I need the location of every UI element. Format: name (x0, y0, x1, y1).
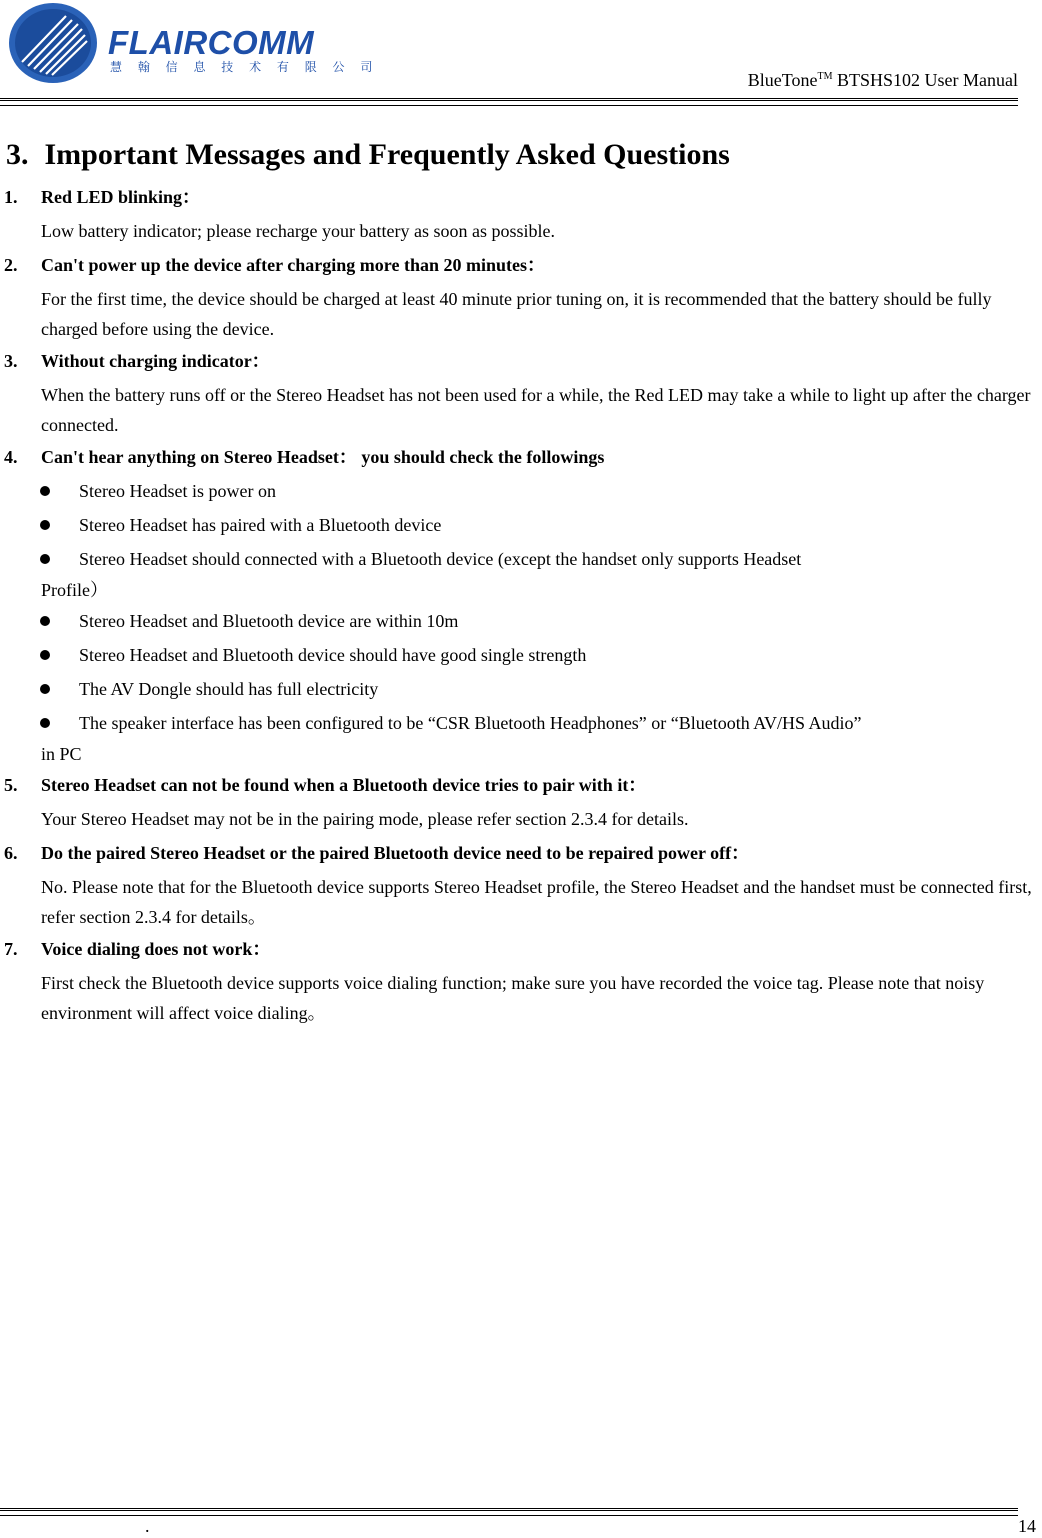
faq-question (0, 248, 1042, 282)
faq-item (0, 180, 1042, 248)
checklist-item (0, 638, 1042, 672)
bullet-icon (40, 616, 50, 626)
faq-item (0, 344, 1042, 440)
checklist-item (0, 672, 1042, 706)
faq-question (0, 180, 1042, 214)
footer-divider-thin (0, 1515, 1018, 1516)
chapter-title: Important Messages and Frequently Asked Questions (44, 138, 730, 171)
header-divider (0, 98, 1018, 101)
company-logo (8, 2, 379, 84)
question-text: Stereo Headset can not be found when a Bluetooth device tries to pair with it： (41, 775, 647, 795)
checklist-text: Stereo Headset has paired with a Bluetooth device (79, 515, 442, 535)
bullet-icon (40, 486, 50, 496)
footer-divider (0, 1508, 1018, 1511)
checklist-item (0, 474, 1042, 508)
faq-item (0, 932, 1042, 1028)
question-number: 4. (4, 447, 18, 467)
bullet-icon (40, 718, 50, 728)
question-text: Voice dialing does not work： (41, 939, 271, 959)
question-number: 5. (4, 775, 18, 795)
trademark: TM (817, 71, 833, 82)
bullet-icon (40, 650, 50, 660)
faq-item (0, 836, 1042, 932)
faq-answer: No. Please note that for the Bluetooth device supports Stereo Headset profile, the Stereo Headset and the handset must be connected first, refer section 2.3.4 for details。 (41, 877, 1032, 927)
checklist-text: The speaker interface has been configured to be “CSR Bluetooth Headphones” or “Bluetooth AV/HS Audio” (79, 713, 862, 733)
faq-answer: Your Stereo Headset may not be in the pairing mode, please refer section 2.3.4 for details. (41, 809, 689, 829)
question-text: Without charging indicator： (41, 351, 270, 371)
bullet-icon (40, 554, 50, 564)
question-text: Can't hear anything on Stereo Headset： you should check the followings (41, 447, 605, 467)
checklist-text: Stereo Headset should connected with a Bluetooth device (except the handset only supports Headset (79, 549, 802, 569)
question-text: Do the paired Stereo Headset or the paired Bluetooth device need to be repaired power off： (41, 843, 750, 863)
bullet-icon (40, 520, 50, 530)
header-divider-thin (0, 105, 1018, 106)
checklist-item (0, 542, 1042, 604)
question-number: 6. (4, 843, 18, 863)
faq-list (0, 180, 1042, 1028)
checklist-item (0, 604, 1042, 638)
faq-question (0, 932, 1042, 966)
logo-chinese-name: 慧 翰 信 息 技 术 有 限 公 司 (110, 60, 379, 74)
checklist-text: The AV Dongle should has full electricity (79, 679, 379, 699)
bullet-icon (40, 684, 50, 694)
question-number: 7. (4, 939, 18, 959)
question-number: 3. (4, 351, 18, 371)
question-text: Red LED blinking： (41, 187, 201, 207)
faq-answer: For the first time, the device should be charged at least 40 minute prior tuning on, it is recommended that the battery should be fully charged before using the device. (41, 289, 992, 339)
checklist-text: Stereo Headset and Bluetooth device are within 10m (79, 611, 459, 631)
faq-answer: Low battery indicator; please recharge your battery as soon as possible. (41, 221, 556, 241)
footer-mark: . (145, 1516, 150, 1536)
checklist-item (0, 508, 1042, 542)
faq-item (0, 440, 1042, 768)
page-number: 14 (1018, 1516, 1036, 1536)
flaircomm-logo-icon (8, 2, 98, 84)
faq-answer: First check the Bluetooth device supports voice dialing function; make sure you have recorded the voice tag. Please note that noisy environment will affect voice dialing。 (41, 973, 985, 1023)
faq-question (0, 344, 1042, 378)
faq-answer: When the battery runs off or the Stereo Headset has not been used for a while, the Red LED may take a while to light up after the charger connected. (41, 385, 1031, 435)
question-text: Can't power up the device after charging more than 20 minutes： (41, 255, 545, 275)
checklist-text-continued: in PC (41, 744, 82, 764)
checklist-text: Stereo Headset and Bluetooth device should have good single strength (79, 645, 587, 665)
checklist-item (0, 706, 1042, 768)
faq-question (0, 836, 1042, 870)
title-model: BTSHS102 User Manual (832, 70, 1018, 90)
faq-item (0, 768, 1042, 836)
question-number: 2. (4, 255, 18, 275)
document-title (748, 70, 1018, 91)
faq-item (0, 248, 1042, 344)
faq-question (0, 768, 1042, 802)
faq-question (0, 440, 1042, 474)
checklist-text-continued: Profile） (41, 580, 108, 600)
question-number: 1. (4, 187, 18, 207)
checklist-text: Stereo Headset is power on (79, 481, 276, 501)
logo-wordmark: FLAIRCOMM (108, 24, 315, 61)
chapter-number: 3. (6, 138, 29, 171)
chapter-heading (6, 138, 730, 172)
title-brand: BlueTone (747, 70, 818, 90)
